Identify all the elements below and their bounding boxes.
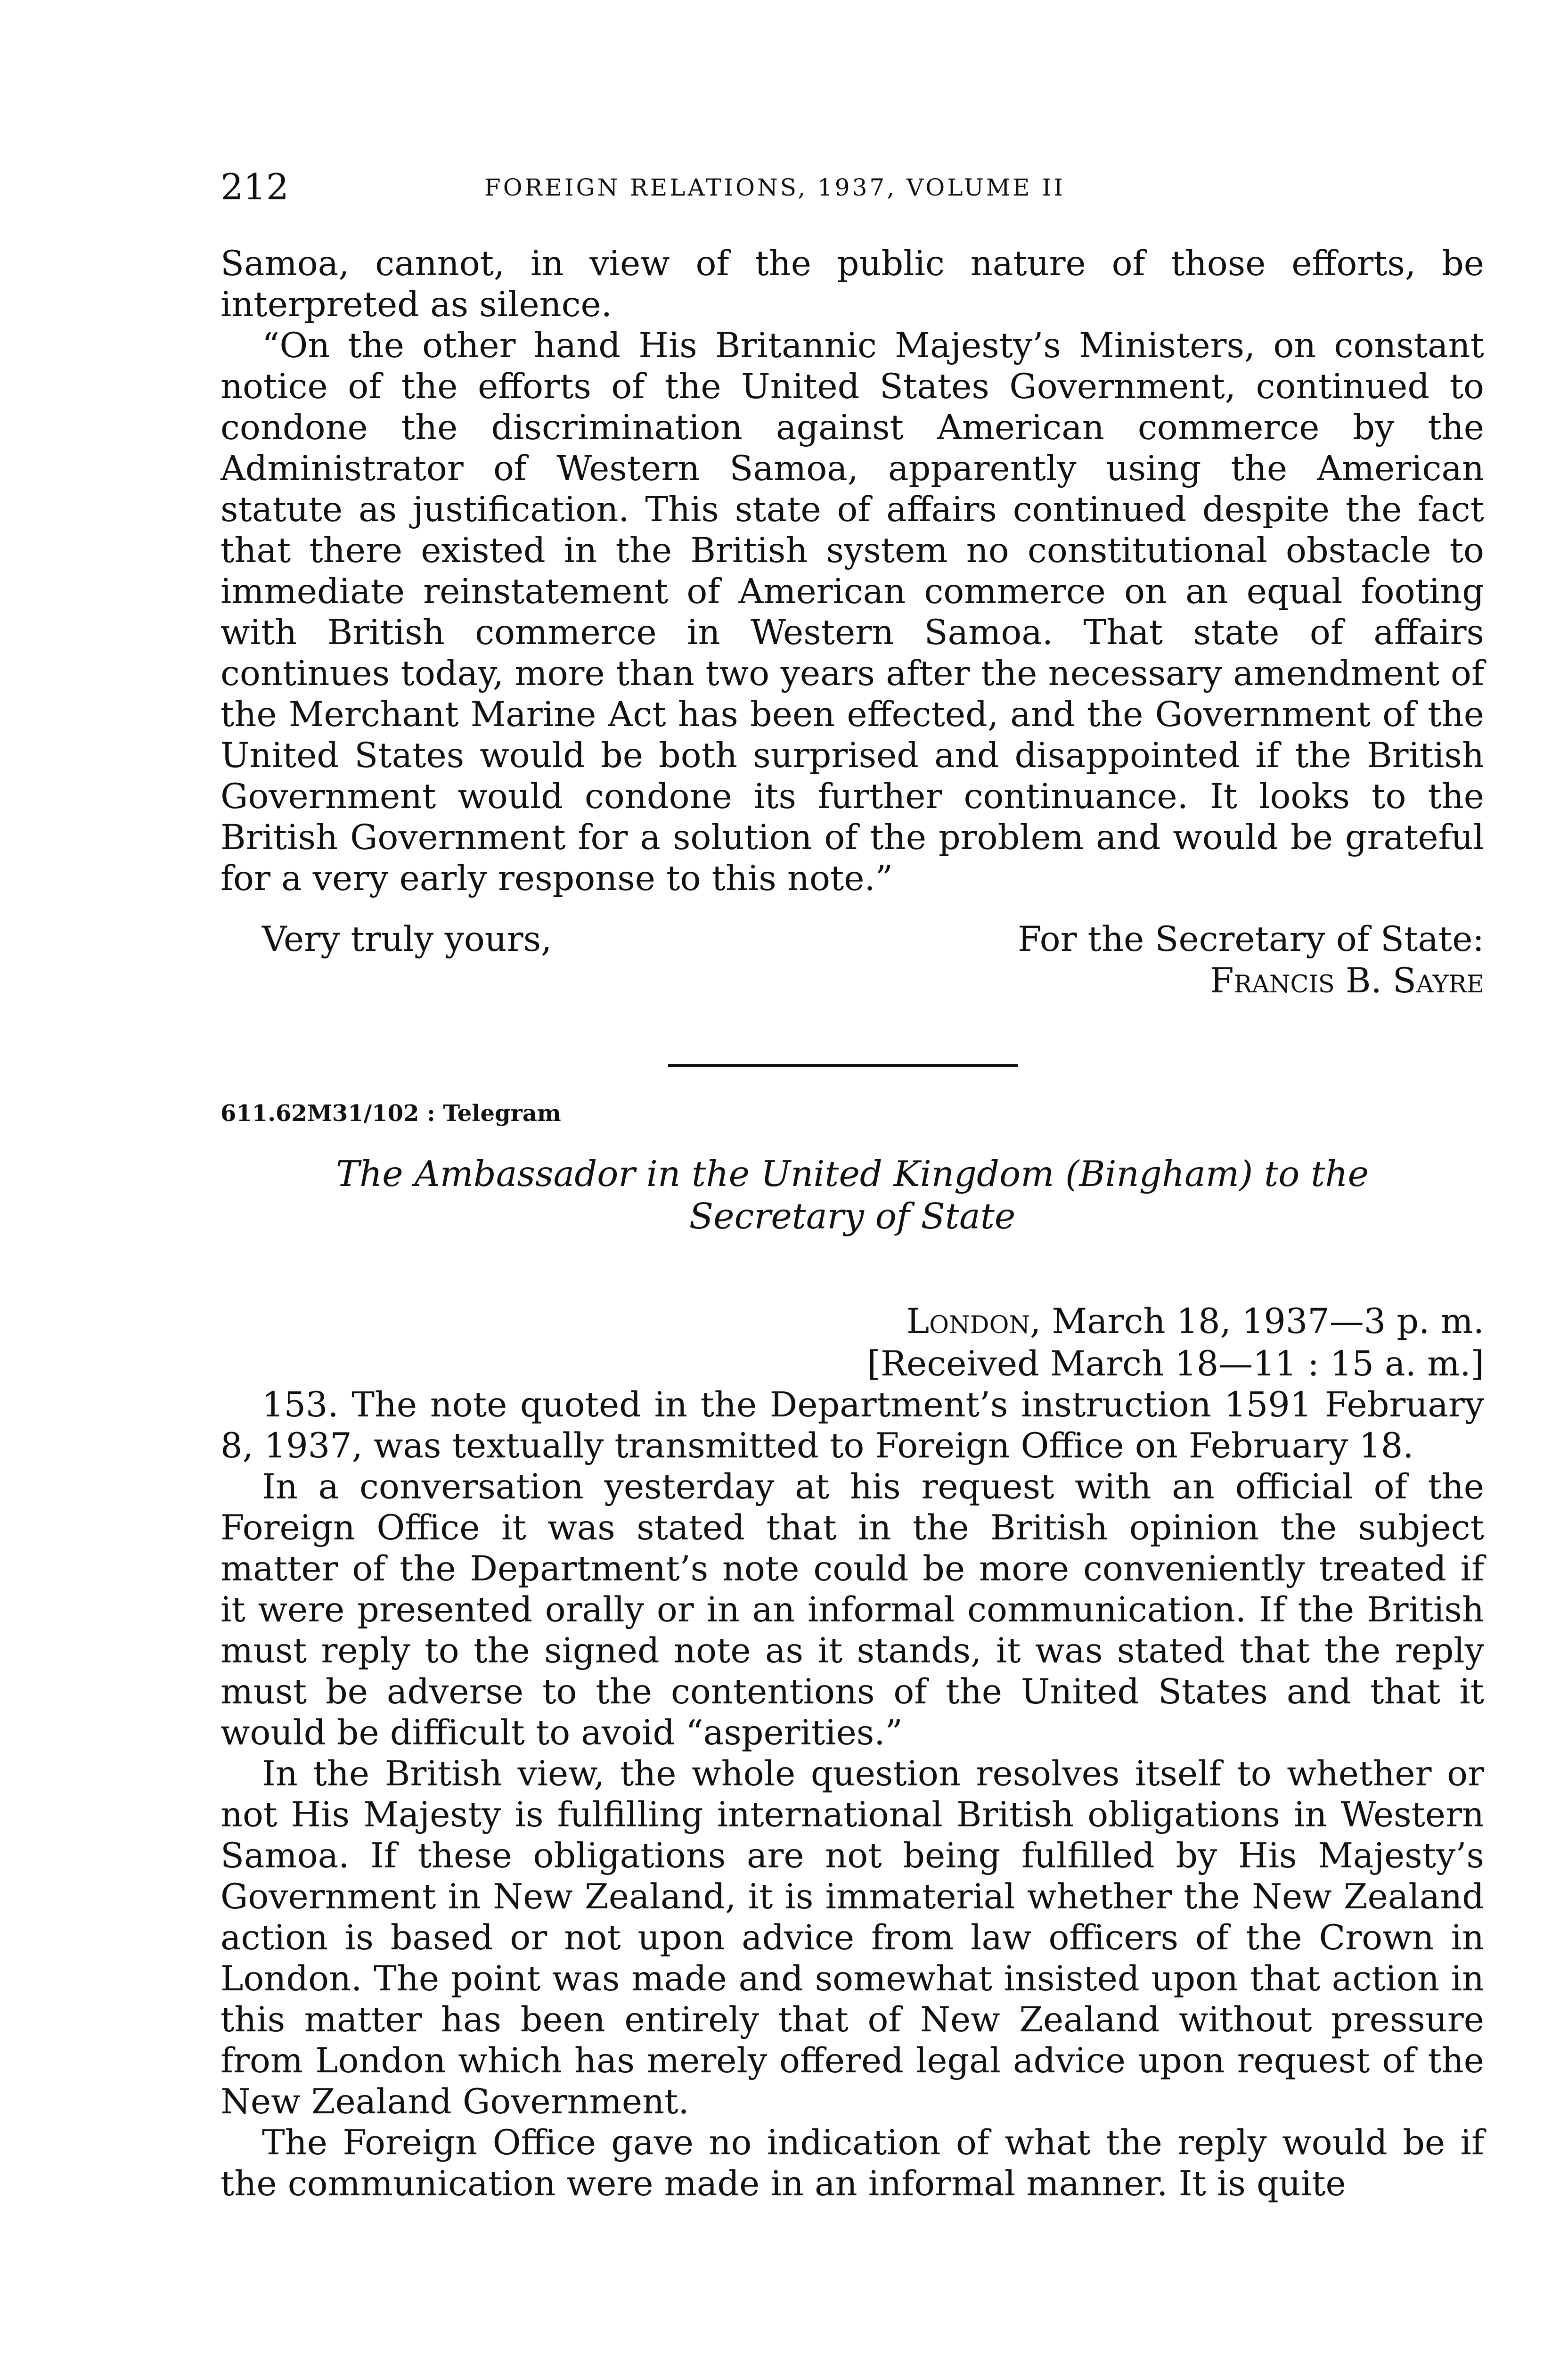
letter-body [220, 243, 1484, 899]
document-title [220, 1153, 1484, 1237]
letter-closing [220, 919, 1484, 1013]
document-title-line-2: Secretary of State [689, 1195, 1016, 1237]
file-reference: 611.62M31/102 : Telegram [220, 1100, 561, 1127]
dateline [867, 1301, 1484, 1385]
telegram-body [220, 1384, 1484, 2204]
quoted-paragraph: “On the other hand His Britannic Majesty’s Ministers, on constant notice of the efforts of the United States Government, continued to condone the discrimination against American commerce by the Administrator of Western Samoa, apparently using the American statute as justification. This state of affairs continued despite the fact that there existed in the British system no constitutional obstacle to immediate reinstatement of American commerce on an equal footing with British commerce in Western Samoa. That state of affairs continues today, more than two years after the necessary amendment of the Merchant Marine Act has been effected, and the Government of the United States would be both surprised and disappointed if the British Government would condone its further continuance. It looks to the British Government for a solution of the problem and would be grateful for a very early response to this note.” [220, 326, 1484, 899]
section-divider [668, 1064, 1018, 1067]
telegram-paragraph-1: 153. The note quoted in the Department’s instruction 1591 February 8, 1937, was textually transmitted to Foreign Office on February 18. [220, 1385, 1484, 1466]
dateline-received: [Received March 18—11 : 15 a. m.] [867, 1344, 1484, 1384]
signature-block [1018, 919, 1484, 1002]
signer-name: Francis B. Sayre [1210, 961, 1484, 1001]
dateline-date: , March 18, 1937—3 p. m. [1030, 1301, 1484, 1342]
telegram-paragraph-4: The Foreign Office gave no indication of what the reply would be if the communication were made in an informal manner. It is quite [220, 2123, 1484, 2204]
telegram-paragraph-3: In the British view, the whole question resolves itself to whether or not His Majesty is fulfilling international British obligations in Western Samoa. If these obligations are not being fulfilled by His Majesty’s Government in New Zealand, it is immaterial whether the New Zealand action is based or not upon advice from law officers of the Crown in London. The point was made and somewhat insisted upon that action in this matter has been entirely that of New Zealand without pressure from London which has merely offered legal advice upon request of the New Zealand Government. [220, 1754, 1484, 2122]
dateline-sent [867, 1301, 1484, 1343]
running-head: FOREIGN RELATIONS, 1937, VOLUME II [484, 174, 1065, 201]
telegram-paragraph-2: In a conversation yesterday at his request with an official of the Foreign Office it was stated that in the British opinion the subject matter of the Department’s note could be more conveniently treated if it were presented orally or in an informal communication. If the British must reply to the signed note as it stands, it was stated that the reply must be adverse to the contentions of the United States and that it would be difficult to avoid “asperities.” [220, 1467, 1484, 1753]
page-number: 212 [220, 166, 289, 208]
for-secretary-line: For the Secretary of State: [1017, 919, 1484, 959]
continued-paragraph: Samoa, cannot, in view of the public nature of those efforts, be interpreted as silence. [220, 244, 1484, 325]
salutation: Very truly yours, [262, 919, 552, 959]
document-title-line-1: The Ambassador in the United Kingdom (Bingham) to the [335, 1153, 1369, 1194]
dateline-place: London [906, 1301, 1030, 1342]
page-header [220, 166, 1483, 208]
